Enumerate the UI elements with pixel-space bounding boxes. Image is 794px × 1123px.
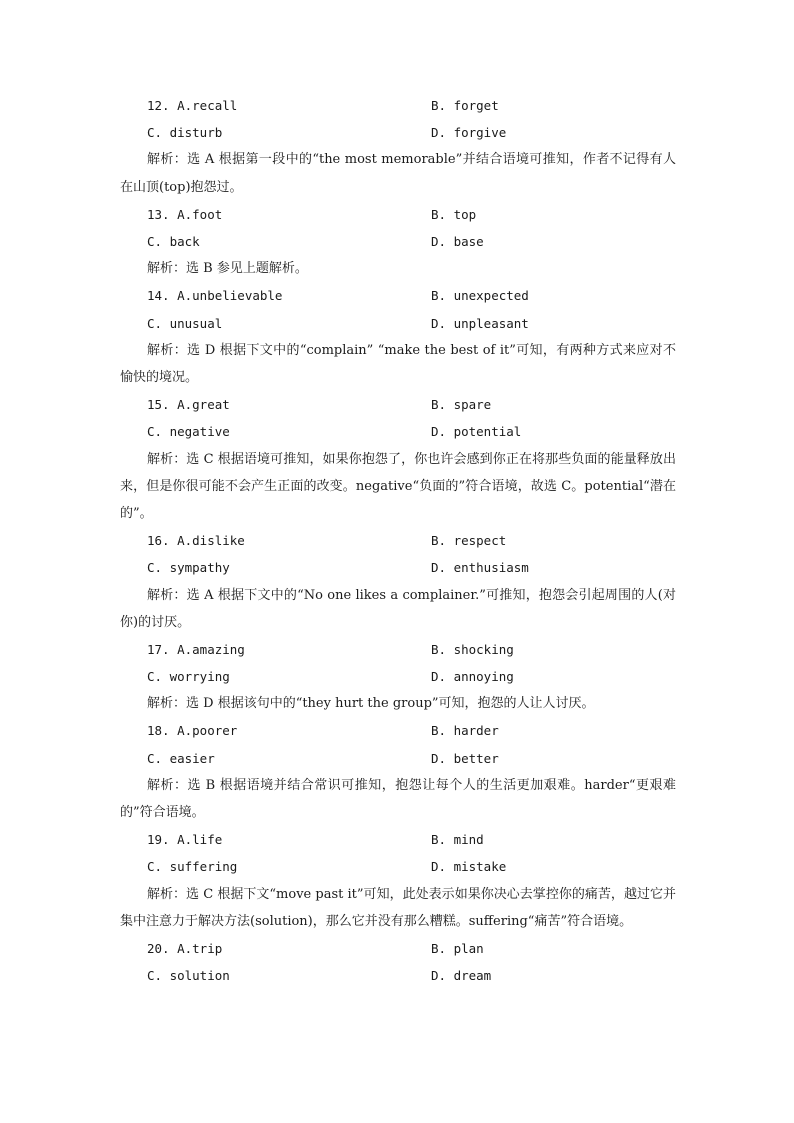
question-18 (120, 717, 676, 826)
option-d: D. better (431, 750, 499, 766)
option-d: D. base (431, 233, 484, 249)
question-list (120, 92, 676, 989)
option-c: C. easier (147, 750, 215, 766)
options-row-ab (120, 717, 676, 744)
option-b: B. top (431, 206, 477, 222)
question-14 (120, 282, 676, 391)
explanation: 解析：选 C 根据下文“move past it”可知，此处表示如果你决心去掌控你的痛苦，越过它并集中注意力于解决方法(solution)，那么它并没有那么糟糕。suffering“痛苦”符合语境。 (120, 886, 676, 929)
option-a: 20. A.trip (147, 941, 223, 957)
options-row-ab (120, 826, 676, 853)
option-a: 16. A.dislike (147, 533, 245, 549)
question-16 (120, 527, 676, 636)
option-b: B. harder (431, 723, 499, 739)
option-a: 18. A.poorer (147, 723, 238, 739)
option-b: B. forget (431, 98, 499, 113)
question-15 (120, 391, 676, 527)
option-c: C. disturb (147, 125, 223, 141)
options-row-cd (120, 418, 676, 445)
options-row-cd (120, 228, 676, 255)
option-b: B. shocking (431, 641, 514, 657)
explanation: 解析：选 A 根据第一段中的“the most memorable”并结合语境可推知，作者不记得有人在山顶(top)抱怨过。 (120, 152, 676, 195)
options-row-ab (120, 282, 676, 309)
option-d: D. enthusiasm (431, 560, 529, 576)
explanation: 解析：选 D 根据该句中的“they hurt the group”可知，抱怨的人让人讨厌。 (147, 696, 595, 712)
question-20 (120, 935, 676, 989)
options-row-ab (120, 201, 676, 228)
option-a: 17. A.amazing (147, 641, 245, 657)
options-row-cd (120, 663, 676, 690)
explanation: 解析：选 C 根据语境可推知，如果你抱怨了，你也许会感到你正在将那些负面的能量释放出来，但是你很可能不会产生正面的改变。negative“负面的”符合语境，故选 C。potential“潜在的”。 (120, 451, 676, 521)
option-b: B. mind (431, 832, 484, 848)
option-a: 12. A.recall (147, 98, 238, 113)
options-row-cd (120, 554, 676, 581)
option-b: B. spare (431, 397, 492, 413)
option-a: 14. A.unbelievable (147, 288, 283, 304)
options-row-cd (120, 745, 676, 772)
option-c: C. sympathy (147, 560, 230, 576)
options-row-cd (120, 962, 676, 989)
question-12 (120, 92, 676, 201)
option-a: 19. A.life (147, 832, 223, 848)
explanation: 解析：选 D 根据下文中的“complain” “make the best of it”可知，有两种方式来应对不愉快的境况。 (120, 342, 676, 385)
explanation: 解析：选 A 根据下文中的“No one likes a complainer.”可推知，抱怨会引起周围的人(对你)的讨厌。 (120, 587, 676, 630)
question-13 (120, 201, 676, 283)
option-c: C. solution (147, 968, 230, 984)
question-19 (120, 826, 676, 935)
option-b: B. plan (431, 941, 484, 957)
option-b: B. respect (431, 533, 507, 549)
option-d: D. mistake (431, 859, 507, 875)
option-c: C. back (147, 233, 200, 249)
option-d: D. dream (431, 968, 492, 984)
options-row-ab (120, 935, 676, 962)
option-d: D. annoying (431, 669, 514, 685)
explanation: 解析：选 B 参见上题解析。 (147, 261, 308, 277)
option-c: C. unusual (147, 315, 223, 331)
option-a: 15. A.great (147, 397, 230, 413)
option-c: C. negative (147, 424, 230, 440)
options-row-cd (120, 119, 676, 146)
option-d: D. forgive (431, 125, 507, 141)
option-a: 13. A.foot (147, 206, 223, 222)
explanation: 解析：选 B 根据语境并结合常识可推知，抱怨让每个人的生活更加艰难。harder“更艰难的”符合语境。 (120, 777, 676, 821)
option-b: B. unexpected (431, 288, 529, 304)
options-row-ab (120, 391, 676, 418)
option-c: C. worrying (147, 669, 230, 685)
options-row-cd (120, 853, 676, 880)
options-row-ab (120, 92, 676, 119)
option-d: D. unpleasant (431, 315, 529, 331)
options-row-ab (120, 636, 676, 663)
option-d: D. potential (431, 424, 522, 440)
question-17 (120, 636, 676, 718)
options-row-ab (120, 527, 676, 554)
option-c: C. suffering (147, 859, 238, 875)
options-row-cd (120, 310, 676, 337)
